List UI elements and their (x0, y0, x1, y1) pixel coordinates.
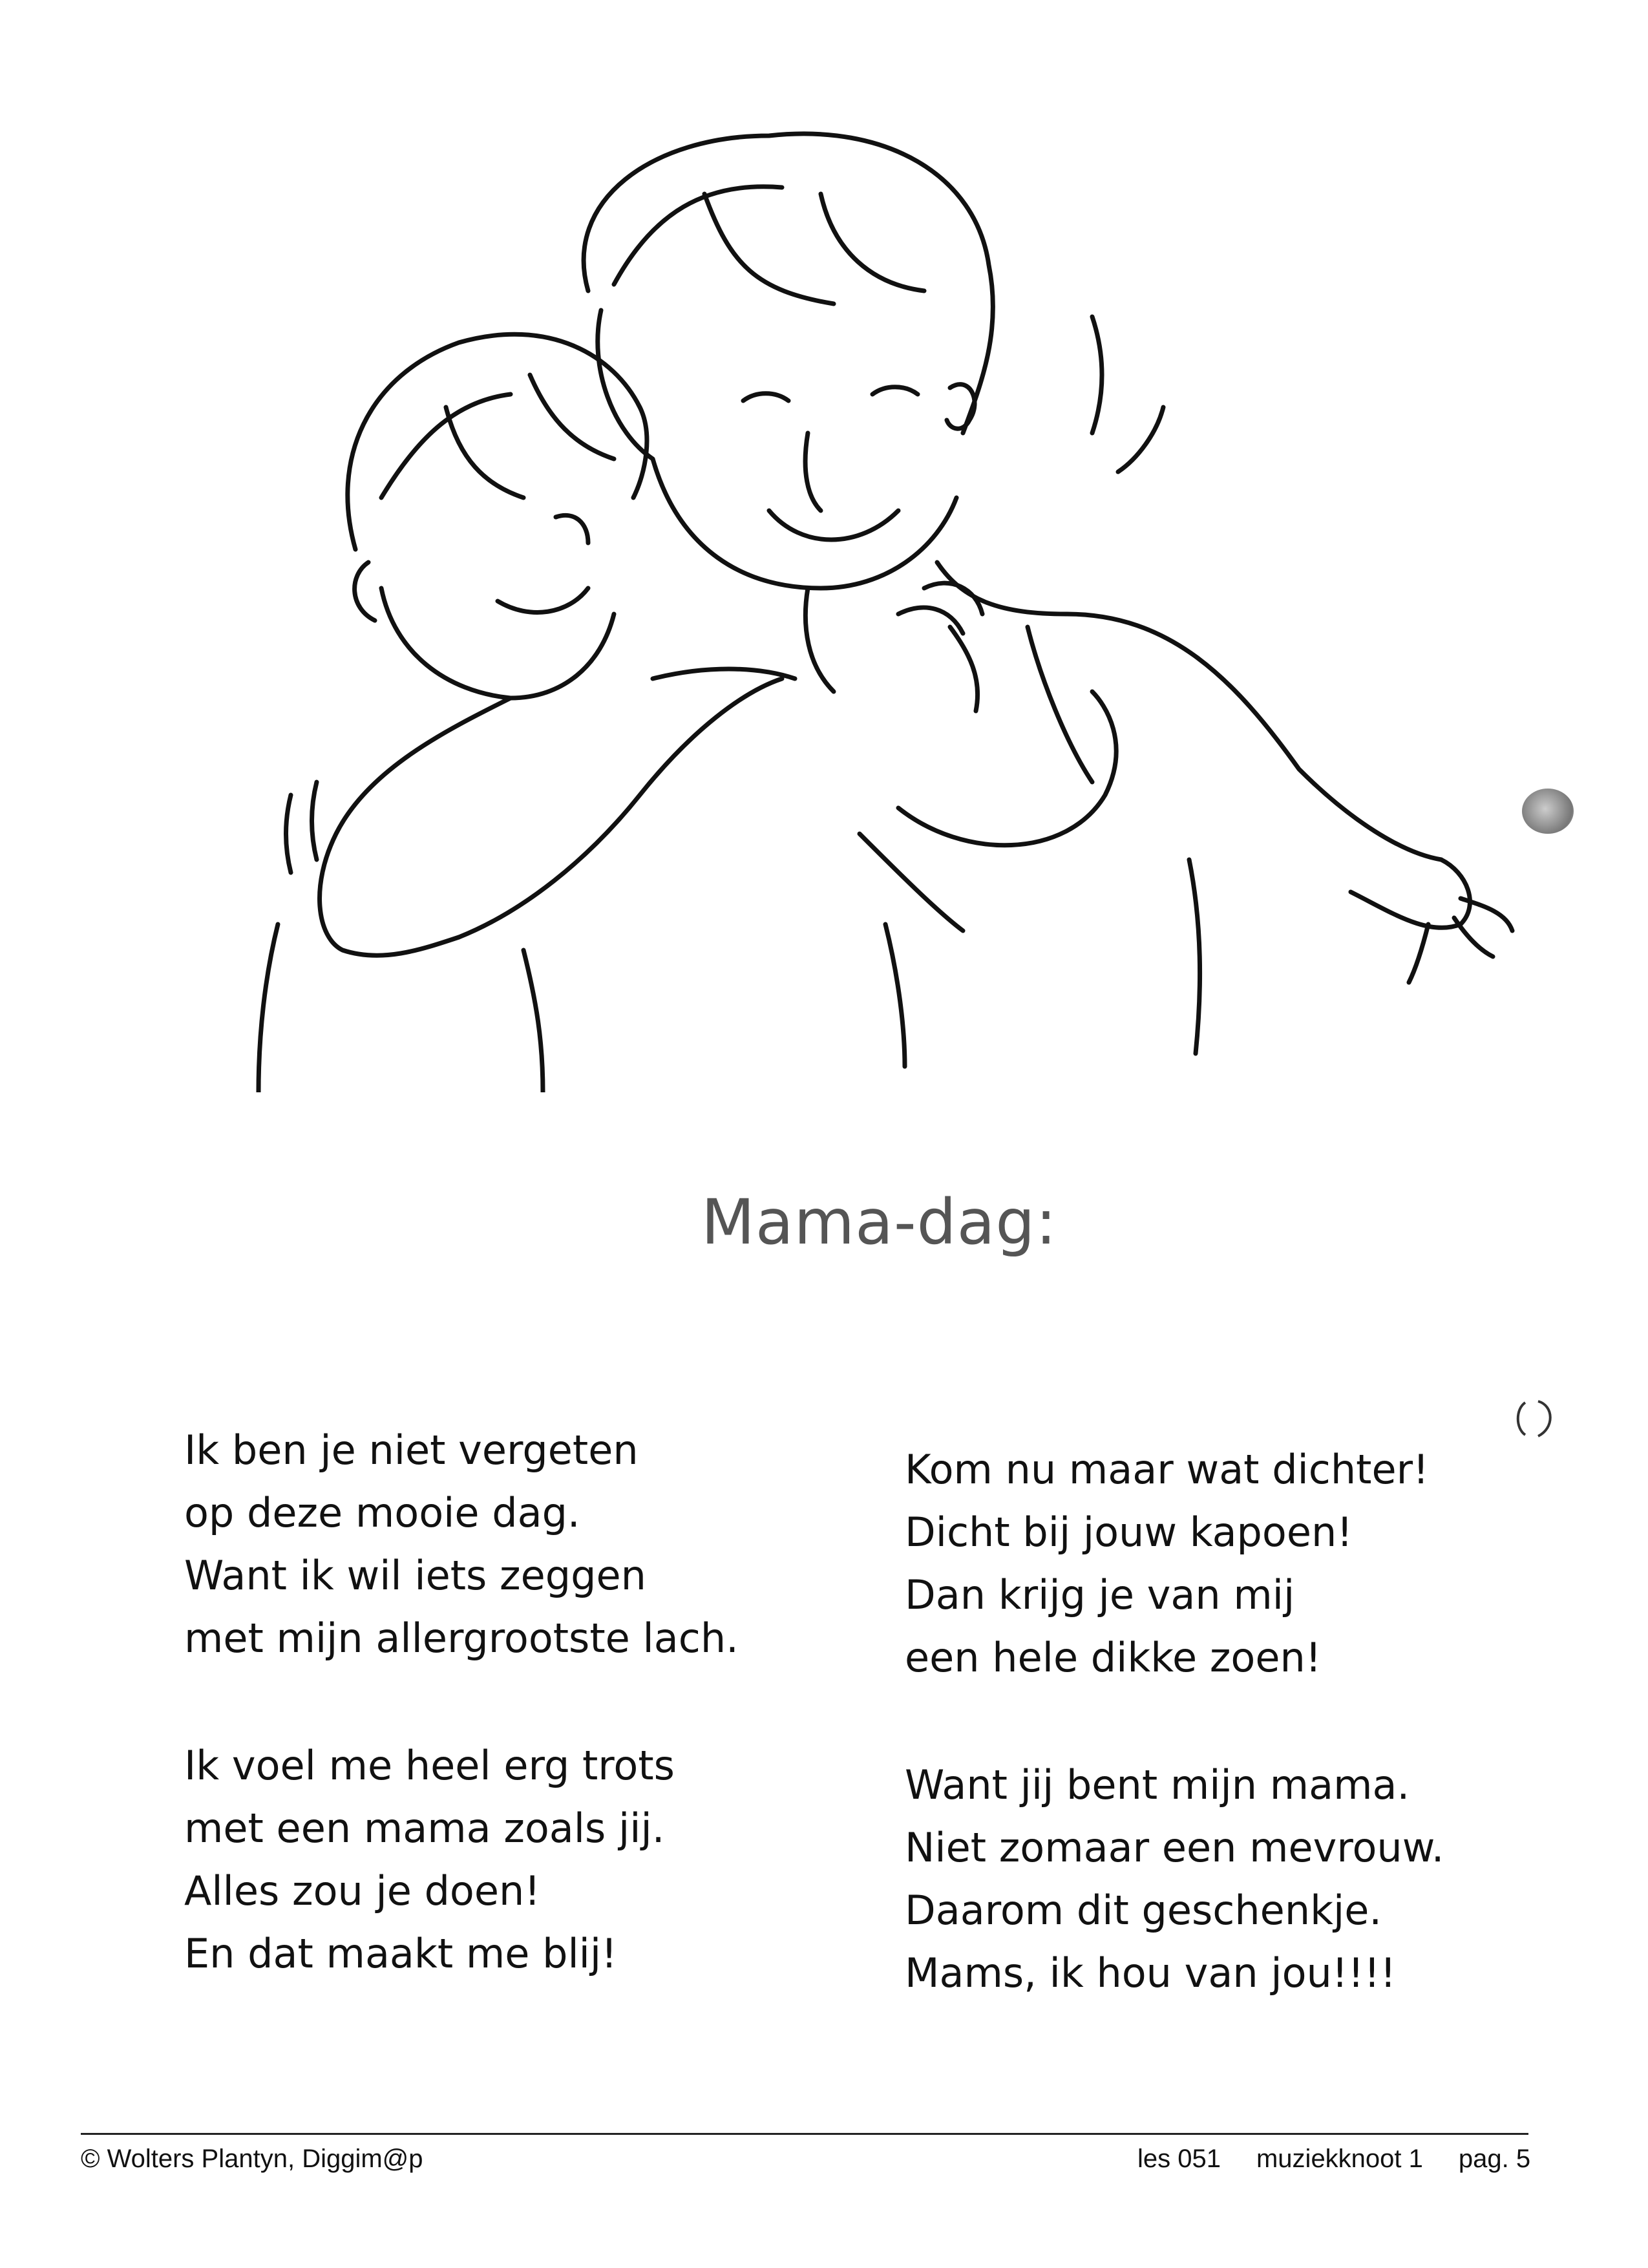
stanza-4 (905, 1754, 1444, 2004)
footer-lesson: les 051 (1137, 2145, 1221, 2173)
stanza-1 (184, 1419, 739, 1669)
poem-line: Want jij bent mijn mama. (905, 1761, 1410, 1808)
poem-line: een hele dikke zoen! (905, 1634, 1322, 1681)
poem-line: Daarom dit geschenkje. (905, 1887, 1382, 1934)
poem-line: Kom nu maar wat dichter! (905, 1446, 1429, 1493)
poem-column-left (184, 1419, 739, 2050)
footer-course: muziekknoot 1 (1256, 2145, 1423, 2173)
poem-line: Ik ben je niet vergeten (184, 1426, 639, 1474)
poem-line: Alles zou je doen! (184, 1867, 541, 1914)
hug-illustration (252, 97, 1519, 1092)
footer-copyright: © Wolters Plantyn, Diggim@p (81, 2145, 423, 2173)
poem-line: met een mama zoals jij. (184, 1805, 665, 1852)
poem-line: Mams, ik hou van jou!!!! (905, 1949, 1397, 1997)
poem-line: op deze mooie dag. (184, 1489, 580, 1536)
scan-speck (1522, 789, 1574, 834)
stanza-2 (184, 1734, 739, 1985)
poem-line: met mijn allergrootste lach. (184, 1615, 739, 1662)
poem-column-right (905, 1438, 1444, 2069)
poem-line: Ik voel me heel erg trots (184, 1742, 675, 1789)
punch-hole-mark (1512, 1396, 1558, 1441)
poem-line: Want ik wil iets zeggen (184, 1552, 646, 1599)
stanza-3 (905, 1438, 1444, 1689)
poem-line: Niet zomaar een mevrouw. (905, 1824, 1444, 1871)
footer-info (1137, 2145, 1530, 2174)
poem-line: En dat maakt me blij! (184, 1930, 617, 1977)
footer-page-number: pag. 5 (1458, 2145, 1531, 2173)
poem-title: Mama-dag: (701, 1186, 1057, 1258)
poem-line: Dan krijg je van mij (905, 1571, 1295, 1618)
footer-divider (81, 2133, 1528, 2135)
poem-line: Dicht bij jouw kapoen! (905, 1509, 1353, 1556)
